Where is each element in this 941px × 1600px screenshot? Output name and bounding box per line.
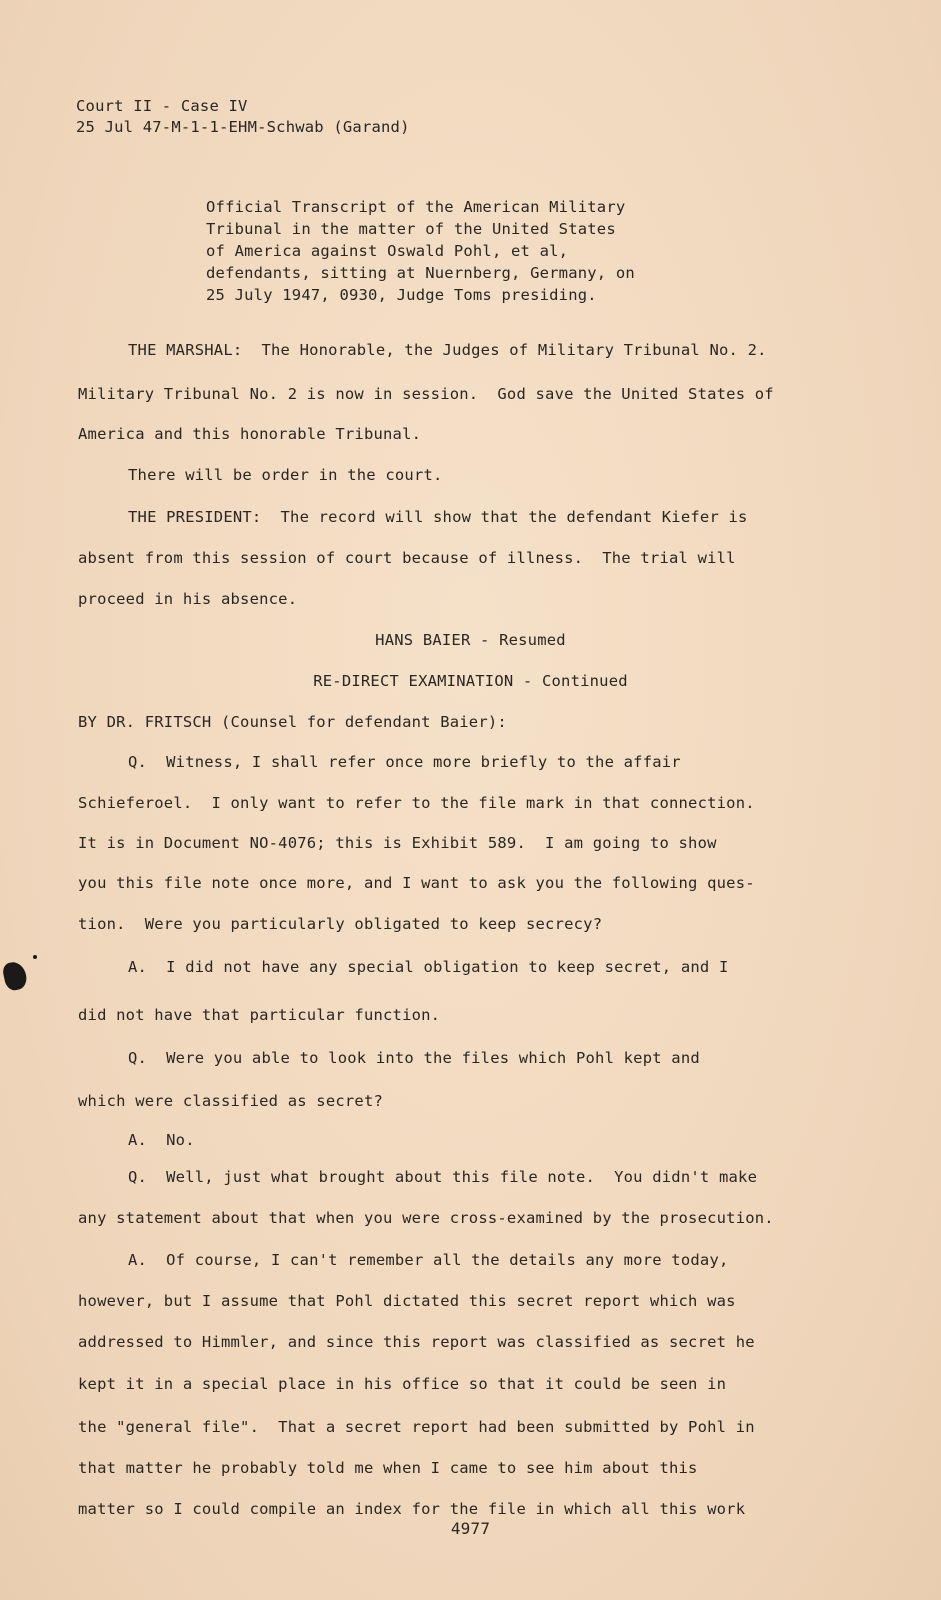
text-line: Q. Witness, I shall refer once more briefly to the affair: [128, 753, 681, 771]
text-line: kept it in a special place in his office so that it could be seen in: [78, 1375, 727, 1393]
intro-line: defendants, sitting at Nuernberg, Germany, on: [206, 264, 635, 282]
intro-line: 25 July 1947, 0930, Judge Toms presiding.: [206, 286, 597, 304]
text-line: did not have that particular function.: [78, 1006, 441, 1024]
text-line: the "general file". That a secret report had been submitted by Pohl in: [78, 1418, 755, 1436]
text-line: Q. Well, just what brought about this file note. You didn't make: [128, 1168, 758, 1186]
page-number: 4977: [450, 1519, 491, 1538]
text-line: THE MARSHAL: The Honorable, the Judges of Military Tribunal No. 2.: [128, 341, 767, 359]
text-line: matter so I could compile an index for the file in which all this work: [78, 1500, 746, 1518]
text-line: BY DR. FRITSCH (Counsel for defendant Baier):: [78, 713, 507, 731]
header-case: Court II - Case IV: [76, 97, 248, 115]
text-line: Schieferoel. I only want to refer to the file mark in that connection.: [78, 794, 755, 812]
text-line: however, but I assume that Pohl dictated this secret report which was: [78, 1292, 736, 1310]
text-line: Q. Were you able to look into the files which Pohl kept and: [128, 1049, 700, 1067]
intro-line: Official Transcript of the American Military: [206, 198, 626, 216]
text-line: America and this honorable Tribunal.: [78, 425, 422, 443]
text-line: any statement about that when you were cross-examined by the prosecution.: [78, 1209, 774, 1227]
header-reference: 25 Jul 47-M-1-1-EHM-Schwab (Garand): [76, 118, 410, 136]
text-line: absent from this session of court because of illness. The trial will: [78, 549, 736, 567]
text-line: addressed to Himmler, and since this report was classified as secret he: [78, 1333, 755, 1351]
text-line: proceed in his absence.: [78, 590, 298, 608]
text-line: A. I did not have any special obligation to keep secret, and I: [128, 958, 729, 976]
text-line: tion. Were you particularly obligated to keep secrecy?: [78, 915, 603, 933]
text-line: A. No.: [128, 1131, 195, 1149]
text-line: Military Tribunal No. 2 is now in session. God save the United States of: [78, 385, 774, 403]
text-line: It is in Document NO-4076; this is Exhibit 589. I am going to show: [78, 834, 717, 852]
ink-speck: [33, 955, 37, 959]
text-line: you this file note once more, and I want to ask you the following ques-: [78, 874, 755, 892]
intro-line: Tribunal in the matter of the United States: [206, 220, 616, 238]
intro-line: of America against Oswald Pohl, et al,: [206, 242, 569, 260]
text-line: which were classified as secret?: [78, 1092, 384, 1110]
text-line: There will be order in the court.: [128, 466, 443, 484]
witness-heading: HANS BAIER - Resumed: [375, 631, 566, 649]
examination-heading: RE-DIRECT EXAMINATION - Continued: [313, 672, 628, 690]
text-line: A. Of course, I can't remember all the details any more today,: [128, 1251, 729, 1269]
text-line: THE PRESIDENT: The record will show that the defendant Kiefer is: [128, 508, 748, 526]
ink-blot: [1, 960, 28, 992]
text-line: that matter he probably told me when I came to see him about this: [78, 1459, 698, 1477]
